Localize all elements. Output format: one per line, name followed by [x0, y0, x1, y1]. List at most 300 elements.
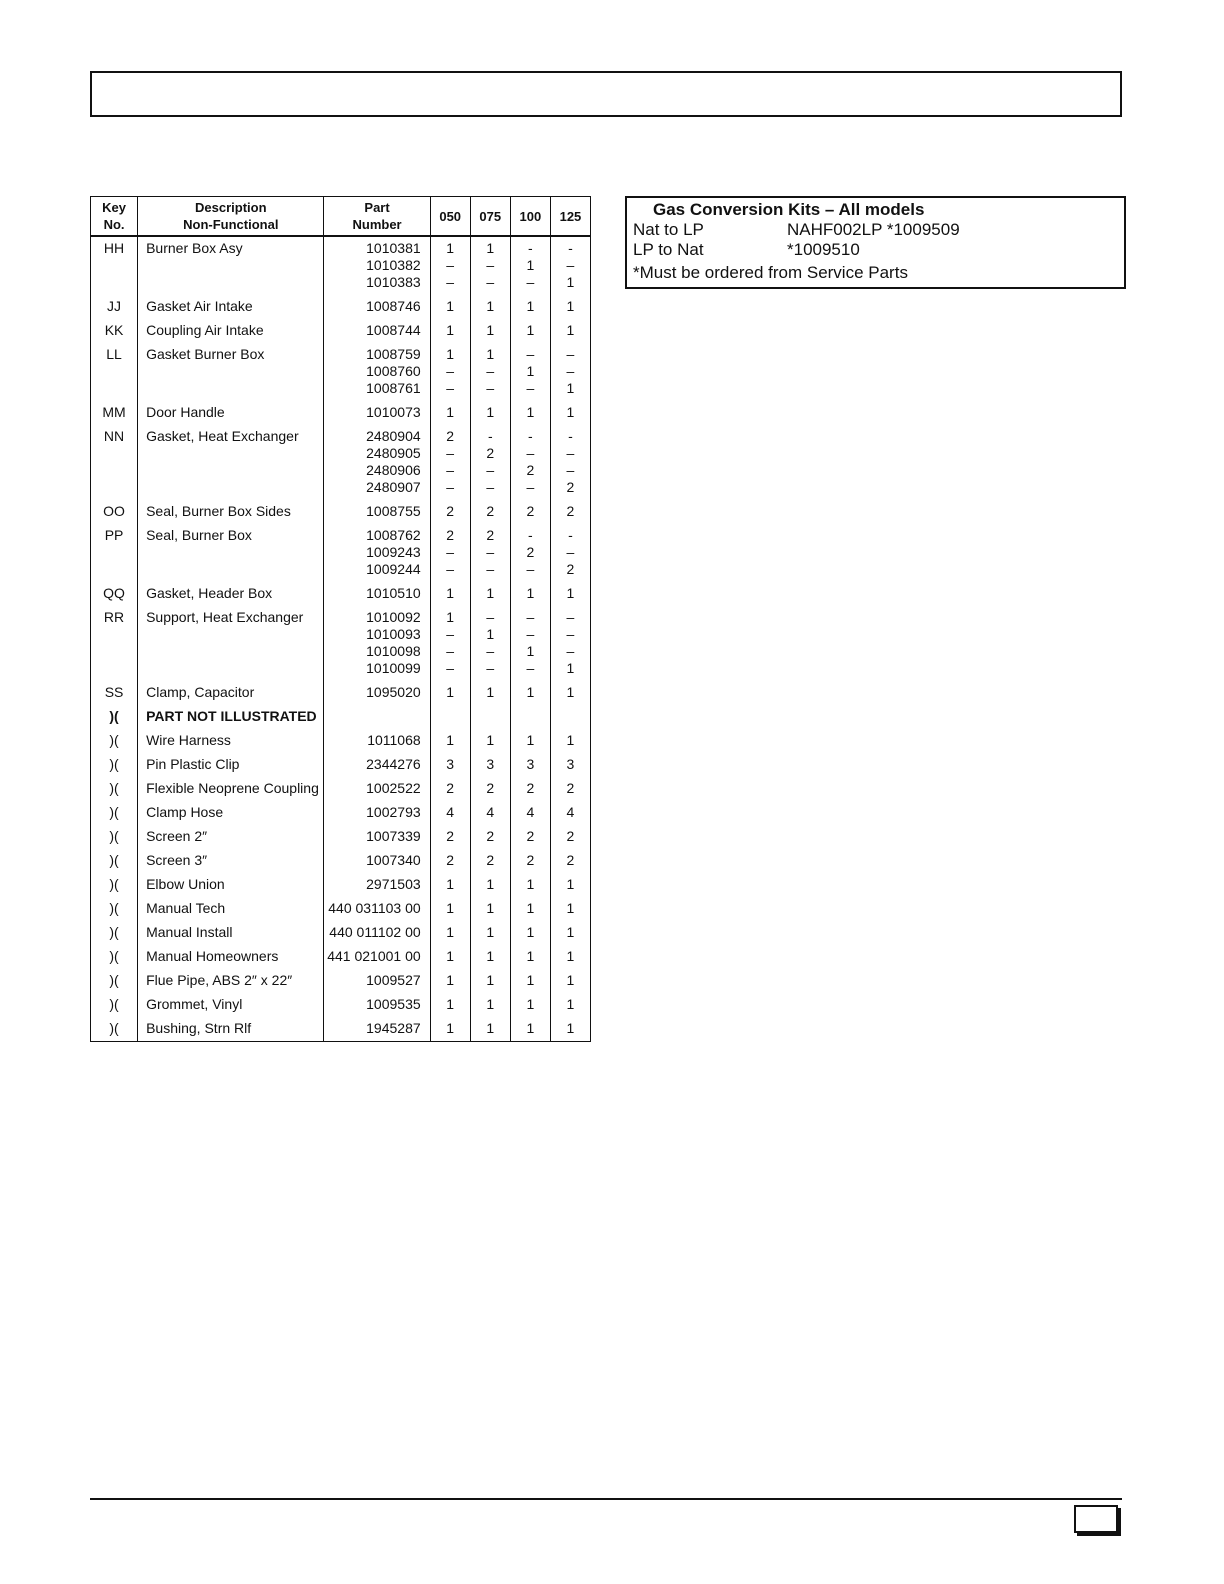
key-cell: )( [91, 705, 138, 729]
description-cell: Pin Plastic Clip [138, 753, 324, 777]
header-description: Description Non-Functional [138, 197, 324, 237]
qty-100: 2 [526, 852, 535, 868]
qty-050-cell [430, 801, 470, 825]
qty-050: – [446, 257, 455, 273]
qty-125: 2 [566, 503, 575, 519]
qty-050: 3 [446, 756, 455, 772]
qty-075: 1 [486, 732, 495, 748]
table-row [91, 849, 591, 873]
qty-050: 1 [446, 684, 455, 700]
qty-100: 1 [526, 585, 535, 601]
qty-075-cell [470, 606, 510, 681]
qty-050: – [446, 462, 455, 478]
table-row [91, 425, 591, 500]
part-number-cell [324, 897, 430, 921]
qty-075-cell [470, 993, 510, 1017]
qty-125-cell [550, 873, 590, 897]
qty-100-cell [510, 705, 550, 729]
table-row [91, 777, 591, 801]
qty-050-cell [430, 729, 470, 753]
qty-050: 2 [446, 828, 455, 844]
qty-100: – [526, 561, 535, 577]
qty-100: 1 [526, 996, 535, 1012]
qty-075-cell [470, 921, 510, 945]
qty-050-cell [430, 825, 470, 849]
qty-100-cell [510, 873, 550, 897]
qty-075: – [486, 380, 495, 396]
qty-100: 1 [526, 643, 535, 659]
qty-075: 1 [486, 404, 495, 420]
qty-125: 1 [566, 684, 575, 700]
qty-100: 2 [526, 544, 535, 560]
part-number: 440 011102 00 [329, 924, 421, 940]
part-number-cell [324, 524, 430, 582]
qty-075: 2 [486, 527, 495, 543]
qty-050: 4 [446, 804, 455, 820]
qty-050: 2 [446, 852, 455, 868]
qty-050 [431, 708, 470, 725]
qty-100: – [526, 479, 535, 495]
table-row [91, 825, 591, 849]
part-number: 1002522 [366, 780, 421, 796]
table-row [91, 500, 591, 524]
qty-100: – [526, 609, 535, 625]
part-number-cell [324, 343, 430, 401]
part-number: 1009243 [366, 544, 421, 560]
qty-050: 1 [446, 972, 455, 988]
qty-075: – [486, 561, 495, 577]
qty-125-cell [550, 606, 590, 681]
qty-075: – [486, 363, 495, 379]
qty-050-cell [430, 524, 470, 582]
kits-row [633, 220, 960, 240]
qty-075-cell [470, 777, 510, 801]
qty-100-cell [510, 343, 550, 401]
part-number-cell [324, 681, 430, 705]
part-number-cell [324, 945, 430, 969]
qty-125-cell [550, 729, 590, 753]
part-number: 1010381 [366, 240, 421, 256]
qty-125: – [566, 445, 575, 461]
qty-075: 1 [486, 298, 495, 314]
qty-125: 1 [566, 948, 575, 964]
qty-075: 3 [486, 756, 495, 772]
key-cell: JJ [91, 295, 138, 319]
kits-row-label: LP to Nat [633, 240, 704, 259]
table-row [91, 295, 591, 319]
qty-050: 1 [446, 609, 455, 625]
qty-100: 1 [526, 876, 535, 892]
qty-100-cell [510, 777, 550, 801]
qty-100-cell [510, 1017, 550, 1042]
part-number: 1010093 [366, 626, 421, 642]
qty-100: 1 [526, 900, 535, 916]
table-row [91, 1017, 591, 1042]
qty-075: - [487, 428, 493, 444]
key-cell: LL [91, 343, 138, 401]
table-row [91, 897, 591, 921]
qty-050: – [446, 626, 455, 642]
qty-100: 2 [526, 462, 535, 478]
qty-050: 1 [446, 346, 455, 362]
part-number-cell [324, 236, 430, 295]
qty-100: – [526, 660, 535, 676]
qty-100: – [526, 380, 535, 396]
part-number: 1010383 [366, 274, 421, 290]
qty-100: 3 [526, 756, 535, 772]
key-cell: MM [91, 401, 138, 425]
qty-100-cell [510, 801, 550, 825]
table-row [91, 524, 591, 582]
description-cell: PART NOT ILLUSTRATED [138, 705, 324, 729]
qty-100-cell [510, 295, 550, 319]
description-cell: Flexible Neoprene Coupling [138, 777, 324, 801]
qty-075: 1 [486, 900, 495, 916]
qty-125: 2 [566, 852, 575, 868]
part-number-cell [324, 705, 430, 729]
qty-125: 1 [566, 1020, 575, 1036]
part-number: 1009244 [366, 561, 421, 577]
table-row [91, 873, 591, 897]
part-number: 1008762 [366, 527, 421, 543]
qty-050: 2 [446, 503, 455, 519]
part-number-cell [324, 295, 430, 319]
qty-125-cell [550, 849, 590, 873]
description-cell: Screen 3″ [138, 849, 324, 873]
part-number: 1002793 [366, 804, 421, 820]
qty-100: 1 [526, 1020, 535, 1036]
key-cell: )( [91, 777, 138, 801]
qty-075-cell [470, 801, 510, 825]
description-cell: Manual Tech [138, 897, 324, 921]
part-number-cell [324, 500, 430, 524]
qty-125: 1 [566, 972, 575, 988]
part-number-cell [324, 319, 430, 343]
description-cell: Manual Install [138, 921, 324, 945]
qty-050: 1 [446, 924, 455, 940]
table-row [91, 993, 591, 1017]
key-cell: )( [91, 849, 138, 873]
key-cell: )( [91, 729, 138, 753]
qty-100-cell [510, 582, 550, 606]
part-number [324, 708, 420, 725]
part-number: 1008759 [366, 346, 421, 362]
qty-050: 2 [446, 780, 455, 796]
part-number: 1008760 [366, 363, 421, 379]
key-cell: )( [91, 1017, 138, 1042]
table-row [91, 236, 591, 295]
part-number: 1011068 [367, 732, 421, 748]
page-header-box [90, 71, 1122, 117]
qty-075-cell [470, 425, 510, 500]
qty-100: 1 [526, 298, 535, 314]
key-cell: OO [91, 500, 138, 524]
qty-050-cell [430, 849, 470, 873]
part-number-cell [324, 753, 430, 777]
qty-050-cell [430, 993, 470, 1017]
qty-075: 1 [486, 924, 495, 940]
table-row [91, 401, 591, 425]
qty-050-cell [430, 897, 470, 921]
qty-125: – [566, 626, 575, 642]
qty-100-cell [510, 500, 550, 524]
qty-075: – [486, 274, 495, 290]
qty-050: – [446, 660, 455, 676]
qty-125: 1 [566, 732, 575, 748]
key-cell: )( [91, 873, 138, 897]
qty-125: 1 [566, 274, 575, 290]
qty-125-cell [550, 921, 590, 945]
qty-125: – [566, 643, 575, 659]
qty-125: – [566, 609, 575, 625]
qty-100-cell [510, 401, 550, 425]
table-row [91, 969, 591, 993]
page-number-box [1074, 1505, 1118, 1533]
qty-050-cell [430, 606, 470, 681]
kits-row [633, 240, 860, 260]
key-cell: )( [91, 801, 138, 825]
qty-075-cell [470, 825, 510, 849]
qty-100-cell [510, 606, 550, 681]
description-cell: Seal, Burner Box [138, 524, 324, 582]
qty-075-cell [470, 319, 510, 343]
qty-125: 4 [566, 804, 575, 820]
qty-100-cell [510, 825, 550, 849]
qty-100: - [528, 527, 533, 543]
description-cell: Clamp, Capacitor [138, 681, 324, 705]
key-cell: NN [91, 425, 138, 500]
qty-050: – [446, 445, 455, 461]
part-number: 1010510 [366, 585, 421, 601]
qty-125-cell [550, 825, 590, 849]
part-number: 441 021001 00 [327, 948, 421, 964]
table-row [91, 606, 591, 681]
description-cell: Gasket Air Intake [138, 295, 324, 319]
part-number-cell [324, 729, 430, 753]
description-cell: Bushing, Strn Rlf [138, 1017, 324, 1042]
part-number: 1010098 [366, 643, 421, 659]
qty-050-cell [430, 945, 470, 969]
qty-100: 1 [526, 322, 535, 338]
part-number: 1008761 [366, 380, 421, 396]
qty-100 [511, 708, 550, 725]
qty-075-cell [470, 729, 510, 753]
qty-050-cell [430, 295, 470, 319]
qty-050: – [446, 380, 455, 396]
gas-conversion-kits-box [625, 196, 1126, 289]
qty-075: – [486, 462, 495, 478]
qty-125-cell [550, 753, 590, 777]
part-number: 1010099 [366, 660, 421, 676]
part-number-cell [324, 582, 430, 606]
qty-100: 2 [526, 503, 535, 519]
qty-125-cell [550, 801, 590, 825]
qty-125-cell [550, 945, 590, 969]
header-model-100: 100 [510, 197, 550, 237]
qty-100: 1 [526, 257, 535, 273]
description-cell: Clamp Hose [138, 801, 324, 825]
key-cell: QQ [91, 582, 138, 606]
table-row [91, 801, 591, 825]
kits-row-value: NAHF002LP *1009509 [787, 220, 960, 239]
qty-100-cell [510, 524, 550, 582]
qty-100-cell [510, 236, 550, 295]
qty-075-cell [470, 753, 510, 777]
qty-050: – [446, 479, 455, 495]
part-number: 1007339 [366, 828, 421, 844]
qty-125-cell [550, 969, 590, 993]
part-number-cell [324, 401, 430, 425]
kits-row-label: Nat to LP [633, 220, 704, 239]
description-cell: Flue Pipe, ABS 2″ x 22″ [138, 969, 324, 993]
qty-125: 1 [566, 380, 575, 396]
description-cell: Gasket Burner Box [138, 343, 324, 401]
description-cell: Burner Box Asy [138, 236, 324, 295]
part-number-cell [324, 425, 430, 500]
qty-050-cell [430, 1017, 470, 1042]
qty-125: 1 [566, 876, 575, 892]
qty-075-cell [470, 524, 510, 582]
qty-050: 1 [446, 585, 455, 601]
part-number: 2971503 [366, 876, 421, 892]
part-number-cell [324, 825, 430, 849]
qty-075-cell [470, 681, 510, 705]
qty-100: 1 [526, 732, 535, 748]
qty-050: 1 [446, 876, 455, 892]
part-number: 1095020 [366, 684, 421, 700]
qty-125-cell [550, 1017, 590, 1042]
qty-050-cell [430, 873, 470, 897]
qty-050: – [446, 643, 455, 659]
table-row [91, 945, 591, 969]
qty-125: 1 [566, 298, 575, 314]
key-cell: PP [91, 524, 138, 582]
qty-050-cell [430, 681, 470, 705]
qty-125-cell [550, 425, 590, 500]
table-row [91, 921, 591, 945]
parts-table [90, 196, 591, 1042]
qty-075: 1 [486, 1020, 495, 1036]
qty-050-cell [430, 753, 470, 777]
header-model-125: 125 [550, 197, 590, 237]
part-number-cell [324, 1017, 430, 1042]
key-cell: HH [91, 236, 138, 295]
qty-050: 1 [446, 322, 455, 338]
kits-note: *Must be ordered from Service Parts [633, 263, 908, 282]
qty-125: 3 [566, 756, 575, 772]
qty-075: 1 [486, 684, 495, 700]
qty-125: 1 [566, 996, 575, 1012]
qty-075: 1 [486, 996, 495, 1012]
part-number: 2480904 [366, 428, 421, 444]
table-header-row [91, 197, 591, 237]
qty-050: 1 [446, 732, 455, 748]
qty-125-cell [550, 681, 590, 705]
qty-050: 2 [446, 428, 455, 444]
qty-075: 1 [486, 585, 495, 601]
qty-050-cell [430, 705, 470, 729]
qty-050-cell [430, 236, 470, 295]
part-number: 1010073 [366, 404, 421, 420]
qty-075: 2 [486, 503, 495, 519]
qty-125: 2 [566, 479, 575, 495]
qty-100: – [526, 274, 535, 290]
part-number-cell [324, 921, 430, 945]
part-number: 1010092 [366, 609, 421, 625]
table-row [91, 705, 591, 729]
description-cell: Gasket, Heat Exchanger [138, 425, 324, 500]
qty-050-cell [430, 319, 470, 343]
qty-050: 1 [446, 240, 455, 256]
part-number: 1009527 [366, 972, 421, 988]
part-number-cell [324, 849, 430, 873]
qty-125: 1 [566, 660, 575, 676]
description-cell: Support, Heat Exchanger [138, 606, 324, 681]
qty-125-cell [550, 343, 590, 401]
part-number: 1945287 [366, 1020, 421, 1036]
qty-125: 1 [566, 924, 575, 940]
qty-050: 1 [446, 996, 455, 1012]
qty-125-cell [550, 897, 590, 921]
qty-075-cell [470, 969, 510, 993]
part-number-cell [324, 801, 430, 825]
qty-050: 1 [446, 948, 455, 964]
qty-075-cell [470, 582, 510, 606]
header-model-050: 050 [430, 197, 470, 237]
qty-100-cell [510, 921, 550, 945]
qty-125: - [568, 240, 573, 256]
footer-rule [90, 1498, 1122, 1500]
qty-100-cell [510, 897, 550, 921]
qty-125: – [566, 544, 575, 560]
qty-075: 2 [486, 780, 495, 796]
description-cell: Seal, Burner Box Sides [138, 500, 324, 524]
qty-125: – [566, 346, 575, 362]
qty-125-cell [550, 777, 590, 801]
qty-075: 1 [486, 948, 495, 964]
qty-075: 4 [486, 804, 495, 820]
kits-row-value: *1009510 [787, 240, 860, 259]
part-number: 1010382 [366, 257, 421, 273]
qty-125: 1 [566, 322, 575, 338]
qty-100-cell [510, 681, 550, 705]
qty-100: – [526, 445, 535, 461]
qty-125-cell [550, 705, 590, 729]
qty-125: 2 [566, 828, 575, 844]
qty-100: 1 [526, 948, 535, 964]
qty-075-cell [470, 1017, 510, 1042]
qty-100: 1 [526, 404, 535, 420]
qty-125: 1 [566, 404, 575, 420]
qty-100-cell [510, 753, 550, 777]
part-number-cell [324, 969, 430, 993]
key-cell: )( [91, 945, 138, 969]
qty-125: 2 [566, 561, 575, 577]
description-cell: Manual Homeowners [138, 945, 324, 969]
qty-100: 1 [526, 972, 535, 988]
qty-125 [551, 708, 590, 725]
qty-075: – [486, 643, 495, 659]
part-number-cell [324, 777, 430, 801]
qty-075: 1 [486, 876, 495, 892]
qty-100: 1 [526, 924, 535, 940]
qty-075: – [486, 544, 495, 560]
qty-050: – [446, 363, 455, 379]
qty-075: – [486, 660, 495, 676]
qty-050: – [446, 561, 455, 577]
key-cell: )( [91, 969, 138, 993]
qty-050: 1 [446, 298, 455, 314]
